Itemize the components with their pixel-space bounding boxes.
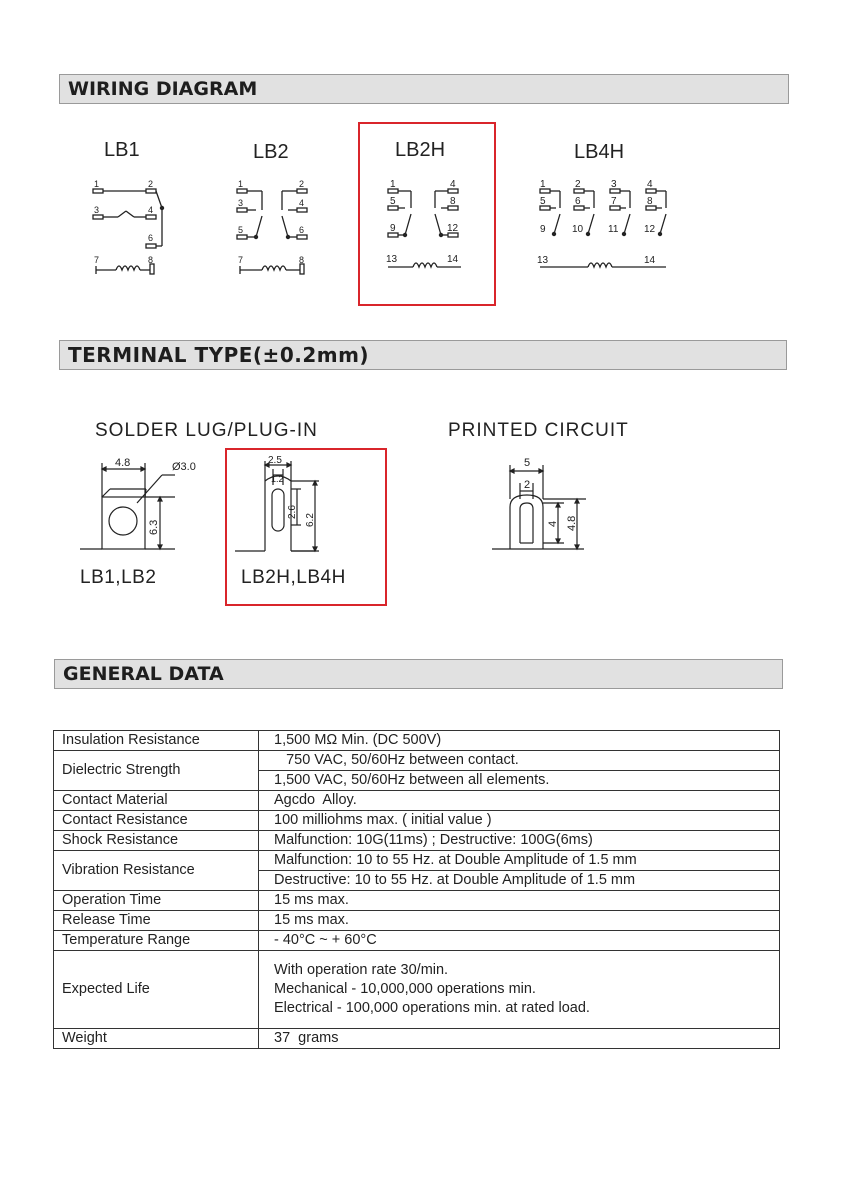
- dimension-label: 5: [524, 457, 531, 469]
- caption-lb2h-lb4h: LB2H,LB4H: [241, 567, 346, 588]
- table-row: [54, 1029, 780, 1049]
- pin-label: 3: [238, 198, 244, 208]
- table-row: [54, 931, 780, 951]
- value-cell: 15 ms max.: [259, 911, 780, 931]
- pin-label: 13: [386, 254, 398, 265]
- plug-in-terminal-drawing: [235, 455, 355, 555]
- pin-label: 8: [299, 255, 305, 265]
- pin-label: 5: [238, 225, 244, 235]
- pin-label: 7: [94, 255, 100, 265]
- pin-label: 6: [299, 225, 305, 235]
- value-cell: 1,500 VAC, 50/60Hz between all elements.: [259, 771, 780, 791]
- value-cell: 37 grams: [259, 1029, 780, 1049]
- value-cell: 750 VAC, 50/60Hz between contact.: [259, 751, 780, 771]
- pin-label: 11: [608, 224, 619, 235]
- pin-label: 1: [238, 179, 244, 189]
- pin-label: 2: [575, 179, 581, 190]
- pin-label: 8: [647, 196, 653, 207]
- lb2h-schematic: [383, 178, 473, 278]
- printed-circuit-drawing: [492, 455, 602, 555]
- solder-lug-title: SOLDER LUG/PLUG-IN: [95, 420, 318, 441]
- table-row: [54, 851, 780, 871]
- diagram-label-lb2: LB2: [253, 141, 289, 163]
- pin-label: 2: [148, 179, 154, 189]
- pin-label: 13: [537, 255, 549, 266]
- table-row: [54, 751, 780, 771]
- value-cell: [259, 951, 780, 1029]
- section-header-general-data: [54, 659, 783, 689]
- pin-label: 12: [644, 224, 656, 235]
- lb2-schematic: [232, 178, 322, 283]
- solder-lug-drawing: [80, 455, 210, 555]
- printed-circuit-title: PRINTED CIRCUIT: [448, 420, 629, 441]
- pin-label: 5: [390, 196, 396, 207]
- pin-label: 14: [644, 255, 656, 266]
- dimension-label: 2.6: [287, 505, 298, 519]
- dimension-label: 4.8: [115, 457, 131, 469]
- lb4h-schematic: [536, 178, 686, 278]
- pin-label: 9: [390, 223, 396, 234]
- pin-label: 4: [647, 179, 653, 190]
- table-row: [54, 811, 780, 831]
- value-cell: Malfunction: 10 to 55 Hz. at Double Amplitude of 1.5 mm: [259, 851, 780, 871]
- pin-label: 6: [148, 233, 154, 243]
- caption-lb1-lb2: LB1,LB2: [80, 567, 157, 588]
- value-cell: Destructive: 10 to 55 Hz. at Double Amplitude of 1.5 mm: [259, 871, 780, 891]
- table-row: [54, 831, 780, 851]
- pin-label: 1: [94, 179, 100, 189]
- param-cell: Temperature Range: [54, 931, 259, 951]
- param-cell: Weight: [54, 1029, 259, 1049]
- value-cell: 100 milliohms max. ( initial value ): [259, 811, 780, 831]
- pin-label: 3: [611, 179, 617, 190]
- table-row: [54, 791, 780, 811]
- param-cell: Insulation Resistance: [54, 731, 259, 751]
- pin-label: 7: [611, 196, 617, 207]
- table-row: [54, 891, 780, 911]
- section-title: GENERAL DATA: [63, 663, 224, 685]
- param-cell: Expected Life: [54, 951, 259, 1029]
- pin-label: 6: [575, 196, 581, 207]
- section-title: TERMINAL TYPE(±0.2mm): [68, 343, 370, 367]
- general-data-table: [53, 730, 780, 1049]
- pin-label: 12: [447, 223, 459, 234]
- table-row: [54, 731, 780, 751]
- param-cell: Shock Resistance: [54, 831, 259, 851]
- section-title: WIRING DIAGRAM: [68, 78, 258, 100]
- life-line: Electrical - 100,000 operations min. at rated load.: [274, 1000, 590, 1016]
- value-cell: - 40°C ~ + 60°C: [259, 931, 780, 951]
- section-header-terminal-type: [59, 340, 787, 370]
- dimension-label: 1.2: [271, 474, 284, 484]
- dimension-label: 6.2: [305, 513, 316, 527]
- dimension-label: 6.3: [148, 519, 160, 535]
- param-cell: Operation Time: [54, 891, 259, 911]
- dimension-label: 4: [547, 520, 559, 527]
- diagram-label-lb1: LB1: [104, 139, 140, 161]
- life-line: Mechanical - 10,000,000 operations min.: [274, 981, 536, 997]
- section-header-wiring-diagram: [59, 74, 789, 104]
- table-row: [54, 911, 780, 931]
- pin-label: 9: [540, 224, 546, 235]
- pin-label: 8: [450, 196, 456, 207]
- pin-label: 3: [94, 205, 100, 215]
- pin-label: 1: [390, 179, 396, 190]
- value-cell: Agcdo Alloy.: [259, 791, 780, 811]
- pin-label: 10: [572, 224, 584, 235]
- param-cell: Release Time: [54, 911, 259, 931]
- pin-label: 1: [540, 179, 546, 190]
- value-cell: 15 ms max.: [259, 891, 780, 911]
- life-line: With operation rate 30/min.: [274, 962, 449, 978]
- dimension-label: 4.8: [566, 515, 578, 531]
- diagram-label-lb2h: LB2H: [395, 139, 446, 161]
- table-row: [54, 951, 780, 1029]
- param-cell: Contact Resistance: [54, 811, 259, 831]
- dimension-label: 2: [524, 479, 531, 491]
- diagram-label-lb4h: LB4H: [574, 141, 625, 163]
- dimension-label: 2.5: [268, 455, 282, 466]
- param-cell: Vibration Resistance: [54, 851, 259, 891]
- value-cell: Malfunction: 10G(11ms) ; Destructive: 100G(6ms): [259, 831, 780, 851]
- value-cell: 1,500 MΩ Min. (DC 500V): [259, 731, 780, 751]
- lb1-schematic: [88, 178, 168, 283]
- pin-label: 14: [447, 254, 459, 265]
- pin-label: 4: [299, 198, 305, 208]
- dimension-label: Ø3.0: [172, 461, 196, 473]
- pin-label: 5: [540, 196, 546, 207]
- param-cell: Contact Material: [54, 791, 259, 811]
- pin-label: 2: [299, 179, 305, 189]
- pin-label: 4: [450, 179, 456, 190]
- pin-label: 4: [148, 205, 154, 215]
- param-cell: Dielectric Strength: [54, 751, 259, 791]
- pin-label: 7: [238, 255, 244, 265]
- pin-label: 8: [148, 255, 154, 265]
